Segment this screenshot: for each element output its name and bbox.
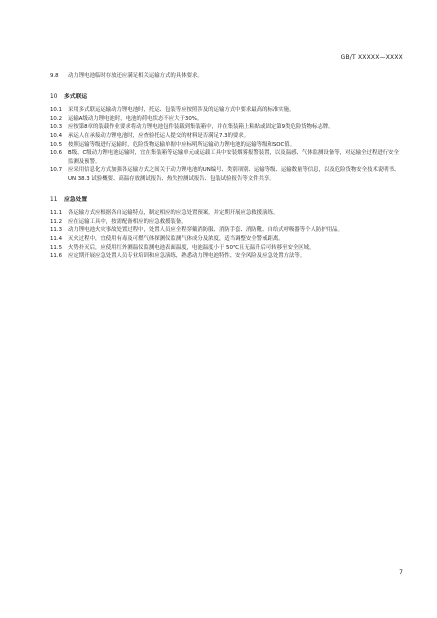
clause-11-4 xyxy=(50,235,400,244)
clause-text: 采用多式联运运输动力锂电池时，托运、包装等应按照涉及的运输方式中要求最高的标准实施。 xyxy=(68,107,295,114)
clause-number: 11.3 xyxy=(50,227,63,234)
clause-11-6 xyxy=(50,252,400,261)
clause-11-2 xyxy=(50,218,400,227)
clause-number: 9.8 xyxy=(50,73,59,79)
clause-10-1 xyxy=(50,106,400,115)
clause-text: 灭火过程中，宜使用有毒及可燃气体探测仪监测气体成分及浓度，适当调整安全警戒距离。 xyxy=(68,235,284,242)
clause-number: 10.5 xyxy=(50,141,63,148)
section-11-title xyxy=(50,196,400,205)
clause-text: 各运输方式应根据各自运输特点，制定相应的应急处置预案，并定期开展应急救援演练。 xyxy=(68,210,279,217)
clause-number: 11.4 xyxy=(50,235,63,242)
clause-text: 应定期开展应急处置人员专业培训和应急演练，熟悉动力锂电池特性、安全风险及应急处置方法等。 xyxy=(68,253,306,260)
clause-text: 应在运输工具中，按需配备相应的应急救援装备。 xyxy=(68,218,187,225)
clause-text: 应采用信息化方式加强各运输方式之间关于动力锂电池的UN编号、类别项别、运输等级、运输数量等信息，以及危险货物安全技术说明书、UN 38.3 试验概要、高温存放测试报告、热失控测试报告、包装试验报告等文件共享。 xyxy=(68,167,400,182)
clause-number: 10.4 xyxy=(50,132,63,139)
clause-number: 10.3 xyxy=(50,124,63,131)
document-body xyxy=(50,72,400,261)
clause-10-7 xyxy=(50,166,400,183)
clause-10-4 xyxy=(50,132,400,141)
page-number: 7 xyxy=(399,569,403,576)
section-number: 11 xyxy=(50,196,58,203)
clause-number: 11.5 xyxy=(50,244,63,251)
clause-9-8 xyxy=(50,72,400,81)
clause-text: 火势扑灭后，应使用红外测温仪监测电池表面温度，电池温度小于 50℃且无温升后可转移至安全区域。 xyxy=(68,244,315,251)
clause-number: 11.1 xyxy=(50,210,63,217)
clause-11-5 xyxy=(50,244,400,253)
clause-10-2 xyxy=(50,115,400,124)
clause-text: 运输A级动力锂电池时，电池的荷电状态不应大于30%。 xyxy=(68,115,203,122)
clause-text: 动力锂电池火灾事故处置过程中，处置人员应全程穿戴消防服、消防手套、消防靴、自给式呼吸器等个人防护用品。 xyxy=(68,227,343,234)
clause-number: 10.6 xyxy=(50,150,63,157)
clause-10-6 xyxy=(50,149,400,166)
clause-number: 11.2 xyxy=(50,218,63,225)
clause-number: 10.2 xyxy=(50,115,63,122)
standard-code: GB/T XXXXX—XXXX xyxy=(340,54,403,61)
clause-10-3 xyxy=(50,123,400,132)
clause-text: 按照运输等级进行运输时，危险货物运输单据中应标明所运输动力锂电池的运输等级和SOC值。 xyxy=(68,141,296,148)
clause-text: 动力锂电池临时存放还应满足相关运输方式的具体要求。 xyxy=(68,73,203,79)
section-heading: 应急处置 xyxy=(64,196,88,203)
section-number: 10 xyxy=(50,93,58,100)
clause-number: 11.6 xyxy=(50,253,63,260)
clause-11-3 xyxy=(50,226,400,235)
clause-text: 承运人在承接动力锂电池时，应查验托运人提交的材料是否满足7.3的要求。 xyxy=(68,132,250,139)
clause-11-1 xyxy=(50,209,400,218)
clause-number: 10.1 xyxy=(50,107,63,114)
clause-number: 10.7 xyxy=(50,167,63,174)
clause-text: B级、C级动力锂电池运输时，宜在集装箱等运输单元或运载工具中安装烟雾报警装置，以及温感、气体监测设备等，对运输全过程进行安全监测及预警。 xyxy=(68,150,399,165)
section-heading: 多式联运 xyxy=(64,93,88,100)
section-10-title xyxy=(50,93,400,102)
clause-10-5 xyxy=(50,141,400,150)
clause-text: 应按第8章的装载作业要求将动力锂电池包件装载到集装箱中，并在集装箱上粘贴或固定第9类危险货物标志牌。 xyxy=(68,124,334,131)
